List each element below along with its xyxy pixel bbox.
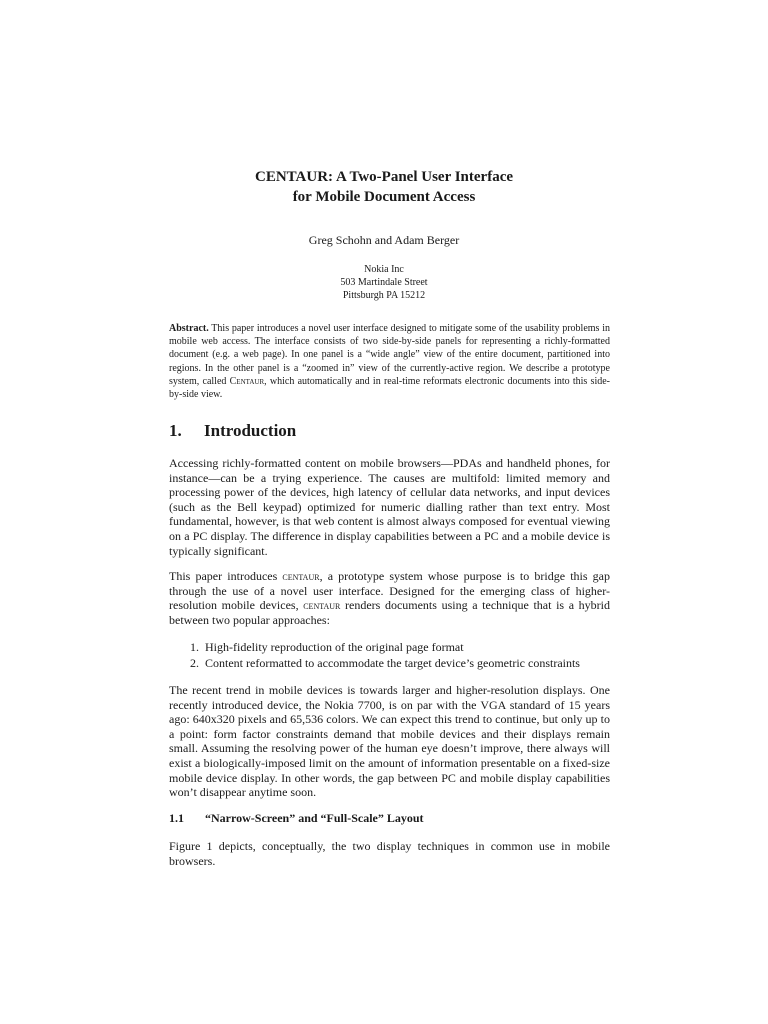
subsection-number: 1.1 (169, 811, 184, 825)
abstract (169, 322, 610, 401)
subsection-heading (169, 811, 424, 826)
paper-title-line-1: CENTAUR: A Two-Panel User Interface (254, 169, 514, 185)
abstract-text-1: This paper introduces a novel user interface designed to mitigate some of the usability problems in mobile web access. The interface consists of two side-by-side panels for representing a richly-formatted document (e.g. a web page). In one panel is a “wide angle” view of the entire document, partitioned into regions. In the other panel is a “zoomed in” view of the currently-active region. We describe a prototype system, called (169, 323, 610, 387)
abstract-label: Abstract. (169, 323, 209, 334)
list-item-text: High-fidelity reproduction of the original page format (205, 640, 464, 654)
intro-paragraph-2-text-a: This paper introduces (169, 569, 283, 583)
section-title: Introduction (204, 421, 297, 440)
intro-paragraph-2-text-c: renders documents using a technique that is a hybrid between two popular approaches: (169, 598, 611, 627)
intro-paragraph-2 (169, 569, 610, 627)
abstract-system-name: Centaur (229, 375, 265, 387)
subsection-paragraph-1: Figure 1 depicts, conceptually, the two display techniques in common use in mobile browsers. (169, 839, 610, 868)
paper-title-line-2: for Mobile Document Access (292, 189, 476, 205)
intro-paragraph-1: Accessing richly-formatted content on mobile browsers—PDAs and handheld phones, for instance—can be a trying experience. The causes are multifold: limited memory and processing power of the devices, high latency of cellular data networks, and input devices (such as the Bell keypad) optimized for numeric dialling rather than text entry. Most fundamental, however, is that web content is almost always composed for eventual viewing on a PC display. The difference in display capabilities between a PC and a mobile device is typically significant. (169, 456, 610, 558)
list-item-number: 1. (190, 640, 199, 654)
list-item (169, 655, 610, 671)
list-item (169, 639, 610, 655)
section-heading-introduction (169, 421, 296, 441)
approach-list (169, 639, 610, 671)
list-item-text: Content reformatted to accommodate the target device’s geometric constraints (205, 656, 580, 670)
intro-paragraph-3: The recent trend in mobile devices is towards larger and higher-resolution displays. One recently introduced device, the Nokia 7700, is on par with the VGA standard of 15 years ago: 640x320 pixels and 65,536 colors. We can expect this trend to continue, but only up to a point: form factor constraints demand that mobile devices and their displays remain small. Assuming the resolving power of the human eye doesn’t improve, there always will exist a biologically-imposed limit on the amount of information presentable on a fixed-size mobile device display. In other words, the gap between PC and mobile display capabilities won’t disappear anytime soon. (169, 683, 610, 800)
system-name: centaur (282, 569, 320, 583)
list-item-number: 2. (190, 656, 199, 670)
intro-paragraph-2-text-b: , a prototype system whose purpose is to bridge this gap through the use of a novel user interface. Designed for the emerging class of higher-resolution mobile devices, (169, 569, 611, 613)
affiliation-street: 503 Martindale Street (340, 277, 428, 288)
affiliation-city: Pittsburgh PA 15212 (342, 290, 426, 301)
abstract-text-2: , which automatically and in real-time reformats electronic documents into this side-by-side view. (169, 375, 610, 401)
section-number: 1. (169, 421, 182, 440)
subsection-title: “Narrow-Screen” and “Full-Scale” Layout (205, 811, 424, 825)
affiliation-org: Nokia Inc (364, 264, 404, 275)
system-name: centaur (303, 598, 341, 613)
author-list: Greg Schohn and Adam Berger (308, 233, 460, 247)
